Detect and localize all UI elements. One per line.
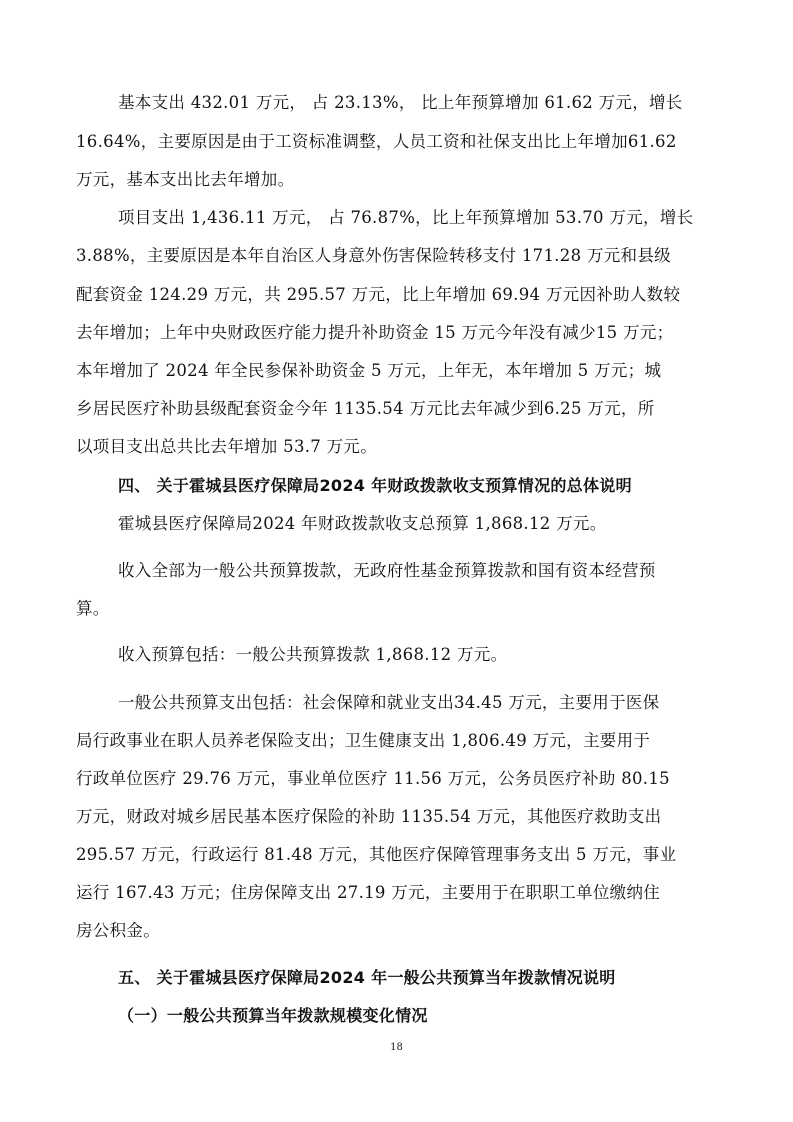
- para-project-expense-line-2: 3.88%，主要原因是本年自治区人身意外伤害保险转移支付 171.28 万元和县级: [76, 246, 671, 265]
- para-expense-detail-line-3: 行政单位医疗 29.76 万元，事业单位医疗 11.56 万元，公务员医疗补助 80.15: [76, 769, 670, 788]
- para-expense-detail-line-2: 局行政事业在职人员养老保险支出；卫生健康支出 1,806.49 万元，主要用于: [76, 731, 651, 750]
- para-basic-expense-line-3: 万元，基本支出比去年增加。: [76, 170, 295, 189]
- para-expense-detail-line-7: 房公积金。: [76, 921, 160, 940]
- para-basic-expense-line-2: 16.64%，主要原因是由于工资标准调整，人员工资和社保支出比上年增加61.62: [76, 132, 677, 151]
- para-income-source-line-2: 算。: [76, 599, 110, 618]
- para-expense-detail-line-1: 一般公共预算支出包括：社会保障和就业支出34.45 万元，主要用于医保: [118, 693, 660, 712]
- section-heading-4: 四、 关于霍城县医疗保障局2024 年财政拨款收支预算情况的总体说明: [118, 476, 632, 495]
- para-project-expense-line-3: 配套资金 124.29 万元，共 295.57 万元，比上年增加 69.94 万元因补助人数较: [76, 285, 681, 304]
- para-basic-expense-line-1: 基本支出 432.01 万元， 占 23.13%， 比上年预算增加 61.62 万元，增长: [118, 93, 683, 112]
- para-income-source-line-1: 收入全部为一般公共预算拨款，无政府性基金预算拨款和国有资本经营预: [118, 561, 656, 580]
- para-project-expense-line-4: 去年增加；上年中央财政医疗能力提升补助资金 15 万元今年没有减少15 万元；: [76, 323, 674, 342]
- para-expense-detail-line-5: 295.57 万元，行政运行 81.48 万元，其他医疗保障管理事务支出 5 万元，事业: [76, 845, 677, 864]
- para-income-budget: 收入预算包括：一般公共预算拨款 1,868.12 万元。: [118, 645, 508, 664]
- para-project-expense-line-1: 项目支出 1,436.11 万元， 占 76.87%，比上年预算增加 53.70 万元，增长: [118, 208, 694, 227]
- para-expense-detail-line-4: 万元，财政对城乡居民基本医疗保险的补助 1135.54 万元，其他医疗救助支出: [76, 807, 662, 826]
- para-expense-detail-line-6: 运行 167.43 万元；住房保障支出 27.19 万元，主要用于在职职工单位缴纳住: [76, 883, 661, 902]
- para-project-expense-line-7: 以项目支出总共比去年增加 53.7 万元。: [76, 437, 378, 456]
- para-total-budget: 霍城县医疗保障局2024 年财政拨款收支总预算 1,868.12 万元。: [118, 514, 607, 533]
- para-project-expense-line-6: 乡居民医疗补助县级配套资金今年 1135.54 万元比去年减少到6.25 万元，所: [76, 399, 655, 418]
- page-number: 18: [390, 1042, 403, 1053]
- subsection-heading-1: （一）一般公共预算当年拨款规模变化情况: [118, 1006, 428, 1025]
- section-heading-5: 五、 关于霍城县医疗保障局2024 年一般公共预算当年拨款情况说明: [118, 968, 616, 987]
- para-project-expense-line-5: 本年增加了 2024 年全民参保补助资金 5 万元，上年无，本年增加 5 万元；城: [76, 361, 662, 380]
